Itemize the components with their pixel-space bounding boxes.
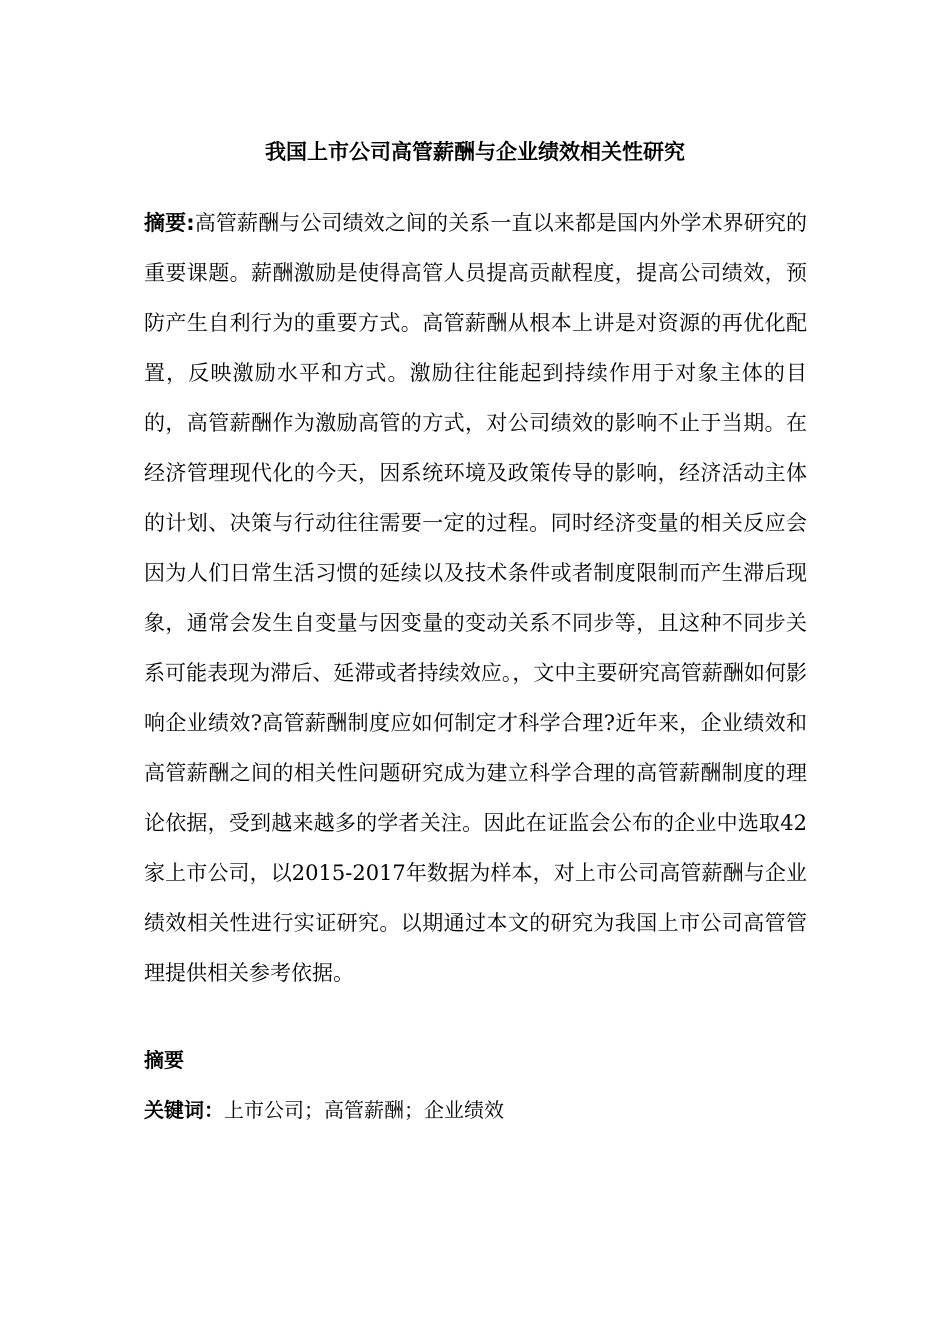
keywords-text: 上市公司；高管薪酬；企业绩效	[224, 1098, 504, 1122]
keywords-label: 关键词：	[144, 1098, 224, 1122]
document-title: 我国上市公司高管薪酬与企业绩效相关性研究	[265, 140, 685, 164]
abstract-heading: 摘要	[144, 1048, 184, 1072]
abstract-paragraph	[144, 198, 807, 998]
abstract-label: 摘要:	[144, 211, 195, 235]
keywords-line	[144, 1094, 504, 1126]
abstract-text: 高管薪酬与公司绩效之间的关系一直以来都是国内外学术界研究的重要课题。薪酬激励是使得高管人员提高贡献程度，提高公司绩效，预防产生自利行为的重要方式。高管薪酬从根本上讲是对资源的再优化配置，反映激励水平和方式。激励往往能起到持续作用于对象主体的目的，高管薪酬作为激励高管的方式，对公司绩效的影响不止于当期。在经济管理现代化的今天，因系统环境及政策传导的影响，经济活动主体的计划、决策与行动往往需要一定的过程。同时经济变量的相关反应会因为人们日常生活习惯的延续以及技术条件或者制度限制而产生滞后现象，通常会发生自变量与因变量的变动关系不同步等，且这种不同步关系可能表现为滞后、延滞或者持续效应。，文中主要研究高管薪酬如何影响企业绩效?高管薪酬制度应如何制定才科学合理?近年来，企业绩效和高管薪酬之间的相关性问题研究成为建立科学合理的高管薪酬制度的理论依据，受到越来越多的学者关注。因此在证监会公布的企业中选取42家上市公司，以2015-2017年数据为样本，对上市公司高管薪酬与企业绩效相关性进行实证研究。以期通过本文的研究为我国上市公司高管管理提供相关参考依据。	[144, 211, 807, 985]
